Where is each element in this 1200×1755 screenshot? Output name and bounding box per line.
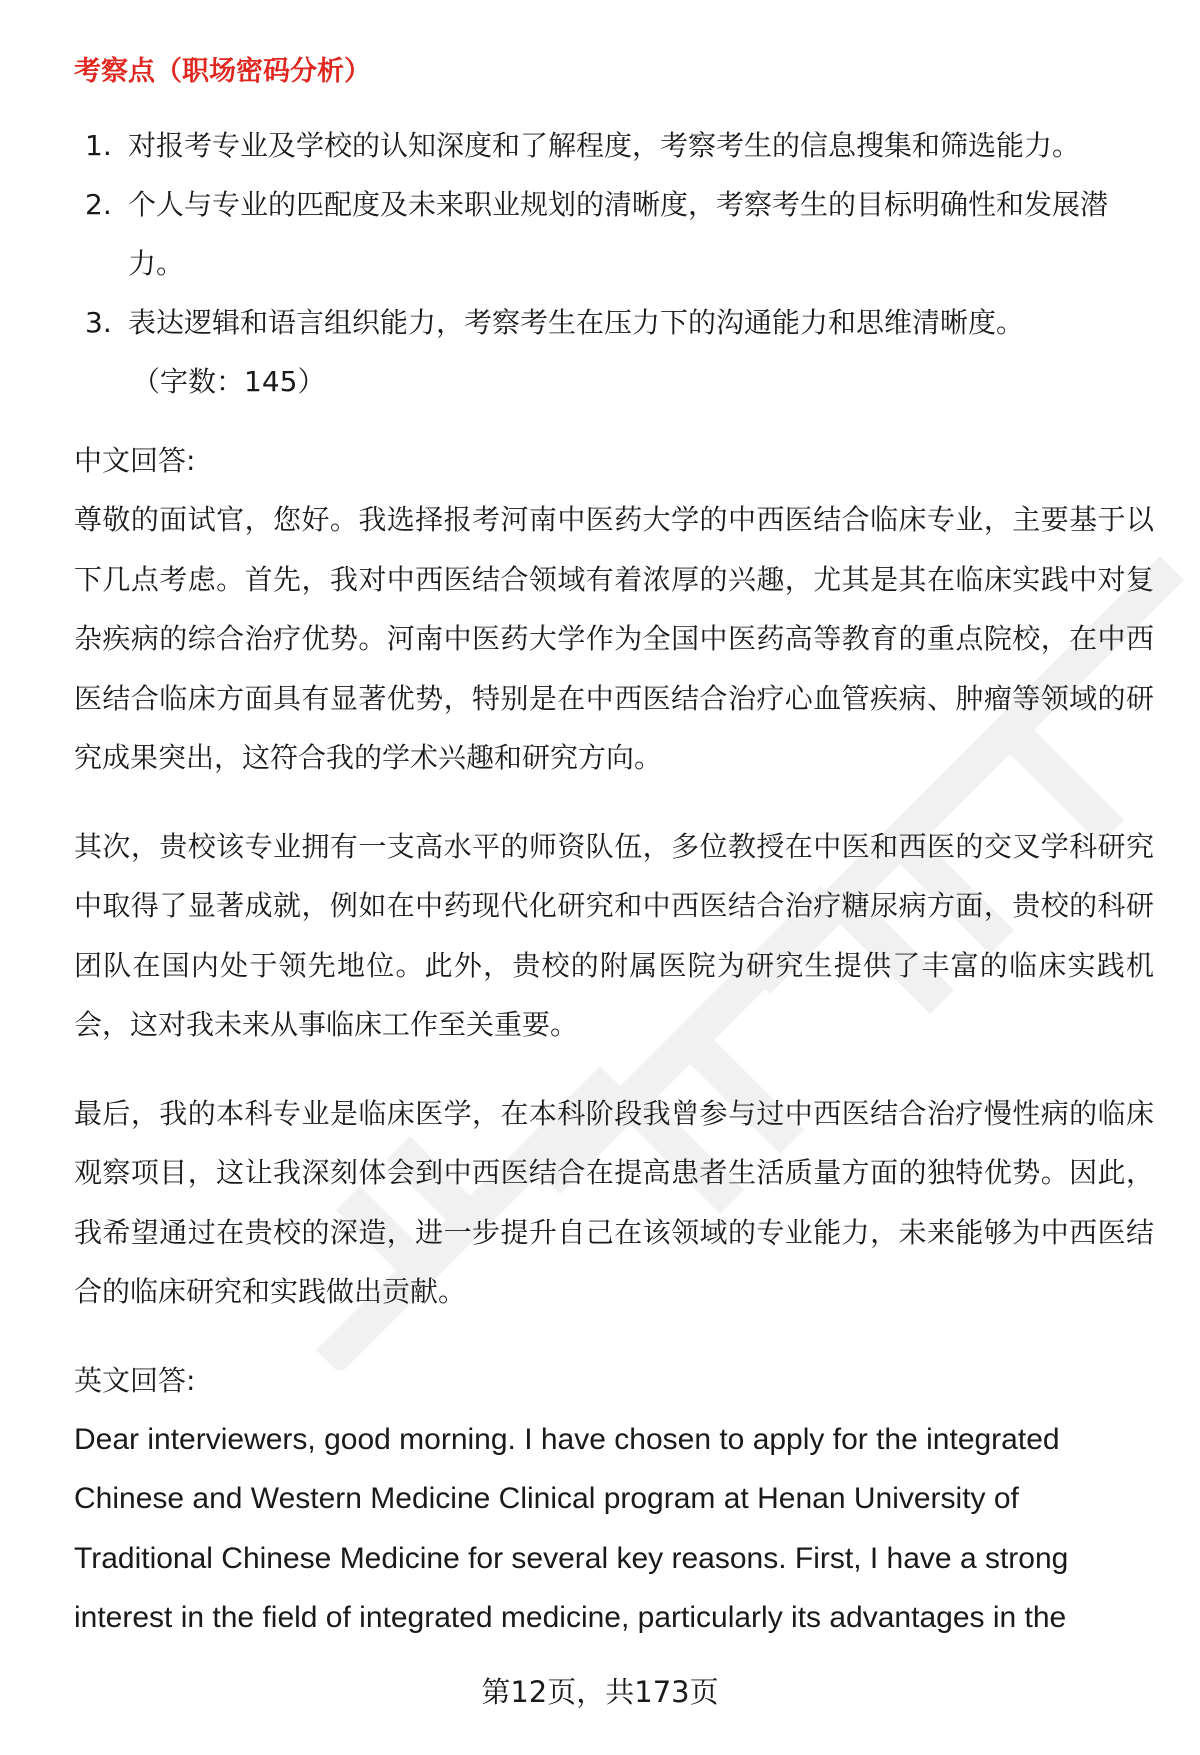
section-title: 考察点（职场密码分析）	[74, 56, 371, 87]
list-item-text: 表达逻辑和语言组织能力，考察考生在压力下的沟通能力和思维清晰度。	[128, 306, 1025, 339]
assessment-points-list	[74, 116, 1154, 352]
list-item	[74, 116, 1154, 175]
chinese-answer-paragraph: 尊敬的面试官，您好。我选择报考河南中医药大学的中西医结合临床专业，主要基于以下几点考虑。首先，我对中西医结合领域有着浓厚的兴趣，尤其是其在临床实践中对复杂疾病的综合治疗优势。河南中医药大学作为全国中医药高等教育的重点院校，在中西医结合临床方面具有显著优势，特别是在中西医结合治疗心血管疾病、肿瘤等领域的研究成果突出，这符合我的学术兴趣和研究方向。	[74, 503, 1154, 774]
list-item-number: 3.	[85, 306, 112, 339]
list-item	[74, 175, 1154, 293]
list-item	[74, 293, 1154, 352]
english-answer-paragraph: Dear interviewers, good morning. I have chosen to apply for the integrated Chinese and Western Medicine Clinical program at Henan University of Traditional Chinese Medicine for several key reasons. First, I have a strong interest in the field of integrated medicine, particularly its advantages in the	[74, 1422, 1069, 1634]
list-item-number: 2.	[85, 188, 112, 221]
page-number: 第12页，共173页	[481, 1675, 719, 1709]
english-answer-label: 英文回答:	[74, 1363, 196, 1397]
word-count: （字数：145）	[132, 365, 326, 398]
chinese-answer-paragraph: 最后，我的本科专业是临床医学，在本科阶段我曾参与过中西医结合治疗慢性病的临床观察项目，这让我深刻体会到中西医结合在提高患者生活质量方面的独特优势。因此，我希望通过在贵校的深造，进一步提升自己在该领域的专业能力，未来能够为中西医结合的临床研究和实践做出贡献。	[74, 1096, 1154, 1308]
document-page	[74, 52, 1154, 1648]
chinese-answer-label: 中文回答:	[74, 444, 196, 477]
chinese-answer-paragraph: 其次，贵校该专业拥有一支高水平的师资队伍，多位教授在中医和西医的交叉学科研究中取得了显著成就，例如在中药现代化研究和中西医结合治疗糖尿病方面，贵校的科研团队在国内处于领先地位。此外，贵校的附属医院为研究生提供了丰富的临床实践机会，这对我未来从事临床工作至关重要。	[74, 829, 1154, 1041]
list-item-text: 个人与专业的匹配度及未来职业规划的清晰度，考察考生的目标明确性和发展潜力。	[128, 188, 1109, 280]
list-item-text: 对报考专业及学校的认知深度和了解程度，考察考生的信息搜集和筛选能力。	[128, 129, 1081, 162]
list-item-number: 1.	[85, 129, 112, 162]
